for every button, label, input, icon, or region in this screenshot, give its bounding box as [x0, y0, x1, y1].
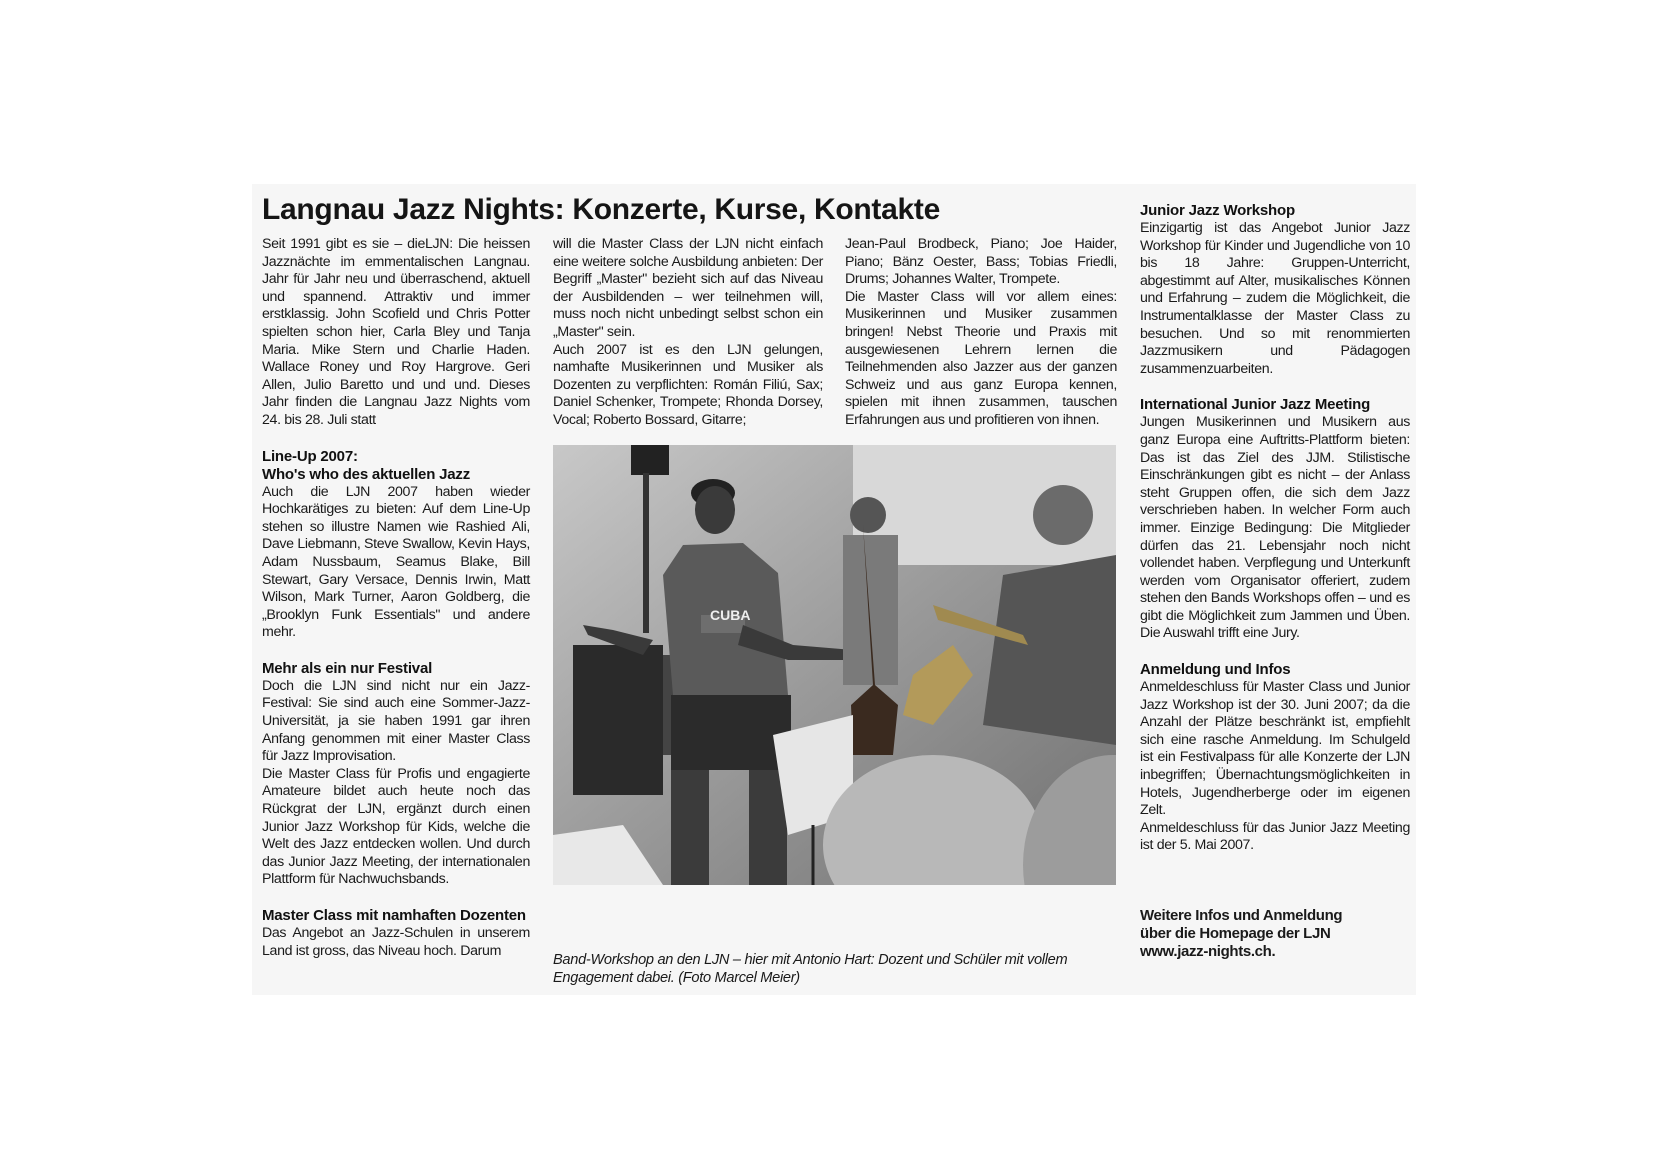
- shirt-lettering: CUBA: [710, 607, 751, 623]
- festival-paragraph-1: Doch die LJN sind nicht nur ein Jazz-Festival: Sie sind auch eine Sommer-Jazz-Universität, ja sie haben 1991 gar ihren Anfang genommen mit einer Master Class für Jazz Improvisation.: [262, 677, 530, 765]
- band-workshop-photo: [553, 445, 1116, 885]
- masterclass-teachers-paragraph: Auch 2007 ist es den LJN gelungen, namhafte Musikerinnen und Musiker als Dozenten zu verpflichten: Román Filiú, Sax; Daniel Schenker, Trompete; Rhonda Dorsey, Vocal; Roberto Bossard, Gitarre;: [553, 341, 823, 428]
- junior-workshop-paragraph: Einzigartig ist das Angebot Junior Jazz Workshop für Kinder und Jugendliche von 10 bis 18 Jahre: Gruppen-Unterricht, abgestimmt auf Alter, musikalisches Können und Erfahrung – zudem die Möglichkeit, die Instrumentalklasse der Master Class zu besuchen. Und so mit renommierten Jazzmusikern und Pädagogen zusammenzuarbeiten.: [1140, 220, 1410, 377]
- masterclass-heading: Master Class mit namhaften Dozenten: [262, 907, 526, 924]
- registration-heading: Anmeldung und Infos: [1140, 661, 1291, 679]
- lineup-paragraph: Auch die LJN 2007 haben wieder Hochkarätiges zu bieten: Auf dem Line-Up stehen so illustre Namen wie Rashied Ali, Dave Liebmann, Steve Swallow, Kevin Hays, Adam Nussbaum, Seamus Blake, Bill Stewart, Gary Versace, Dennis Irwin, Matt Wilson, Mark Turner, Aaron Goldberg, die „Brooklyn Funk Essentials" und andere mehr.: [262, 483, 530, 641]
- closing-line-2: über die Homepage der LJN: [1140, 925, 1331, 942]
- junior-workshop-heading: Junior Jazz Workshop: [1140, 202, 1295, 219]
- photo-caption: Band-Workshop an den LJN – hier mit Antonio Hart: Dozent und Schüler mit vollem Engagement dabei. (Foto Marcel Meier): [553, 952, 1068, 986]
- registration-paragraph-1: Anmeldeschluss für Master Class und Junior Jazz Workshop ist der 30. Juni 2007; da die Anzahl der Plätze beschränkt ist, empfiehlt sich eine rasche Anmeldung. Im Schulgeld ist ein Festivalpass für alle Konzerte der LJN inbegriffen; Übernachtungsmöglichkeiten in Hotels, Jugendherberge oder im eigenen Zelt.: [1140, 679, 1410, 819]
- closing-line-1: Weitere Infos und Anmeldung: [1140, 907, 1343, 924]
- masterclass-teachers-cont: Jean-Paul Brodbeck, Piano; Joe Haider, Piano; Bänz Oester, Bass; Tobias Friedli, Drums; Johannes Walter, Trompete.: [845, 236, 1117, 288]
- masterclass-paragraph-start: Das Angebot an Jazz-Schulen in unserem Land ist gross, das Niveau hoch. Darum: [262, 925, 530, 959]
- homepage-link[interactable]: www.jazz-nights.ch.: [1140, 943, 1276, 960]
- registration-paragraph-2: Anmeldeschluss für das Junior Jazz Meeting ist der 5. Mai 2007.: [1140, 819, 1410, 854]
- article-title: Langnau Jazz Nights: Konzerte, Kurse, Kontakte: [262, 193, 940, 226]
- festival-heading: Mehr als ein nur Festival: [262, 659, 433, 677]
- column-1: [262, 236, 530, 960]
- column-2: [553, 236, 823, 430]
- masterclass-paragraph-cont: will die Master Class der LJN nicht einfach eine weitere solche Ausbildung anbieten: Der Begriff „Master" bezieht sich auf das Niveau der Ausbildenden – wer teilnehmen will, muss noch nicht unbedingt selbst schon ein „Master" sein.: [553, 236, 823, 340]
- column-4: [1140, 202, 1410, 961]
- festival-paragraph-2: Die Master Class für Profis und engagierte Amateure bildet auch heute noch das Rückgrat der LJN, ergänzt durch einen Junior Jazz Workshop für Kids, welche die Welt des Jazz entdecken wollen. Und durch das Junior Jazz Meeting, der internationalen Plattform für Nachwuchsbands.: [262, 765, 530, 888]
- column-3: [845, 236, 1117, 430]
- junior-meeting-paragraph: Jungen Musikerinnen und Musikern aus ganz Europa eine Auftritts-Plattform bieten: Das ist das Ziel des JJM. Stilistische Einschränkungen gibt es nicht – der Anlass steht Gruppen offen, die sich dem Jazz verschrieben haben. In welcher Form auch immer. Einzige Bedingung: Die Mitglieder dürfen das 21. Lebensjahr noch nicht vollendet haben. Verpflegung und Unterkunft werden vom Organisator offeriert, zudem stehen den Bands Workshops offen – und es gibt die Möglichkeit zum Jammen und Üben. Die Auswahl trifft eine Jury.: [1140, 414, 1410, 642]
- lineup-heading: Line-Up 2007:: [262, 447, 358, 465]
- lineup-subheading: Who's who des aktuellen Jazz: [262, 465, 471, 483]
- intro-paragraph: Seit 1991 gibt es sie – dieLJN: Die heissen Jazznächte im emmentalischen Langnau. Jahr für Jahr neu und überraschend, aktuell und spannend. Attraktiv und immer erstklassig. John Scofield und Chris Potter spielten schon hier, Carla Bley und Tanja Maria. Mike Stern und Charlie Haden. Wallace Roney und Roy Hargrove. Geri Allen, Julio Baretto und und und. Dieses Jahr finden die Langnau Jazz Nights vom 24. bis 28. Juli statt: [262, 236, 530, 428]
- masterclass-goal-paragraph: Die Master Class will vor allem eines: Musikerinnen und Musiker zusammen bringen! Nebst Theorie und Praxis mit ausgewiesenen Lehrern lernen die Teilnehmenden also Jazzer aus der ganzen Schweiz und aus ganz Europa kennen, spielen mit ihnen zusammen, tauschen Erfahrungen aus und profitieren von ihnen.: [845, 288, 1117, 428]
- junior-meeting-heading: International Junior Jazz Meeting: [1140, 396, 1371, 414]
